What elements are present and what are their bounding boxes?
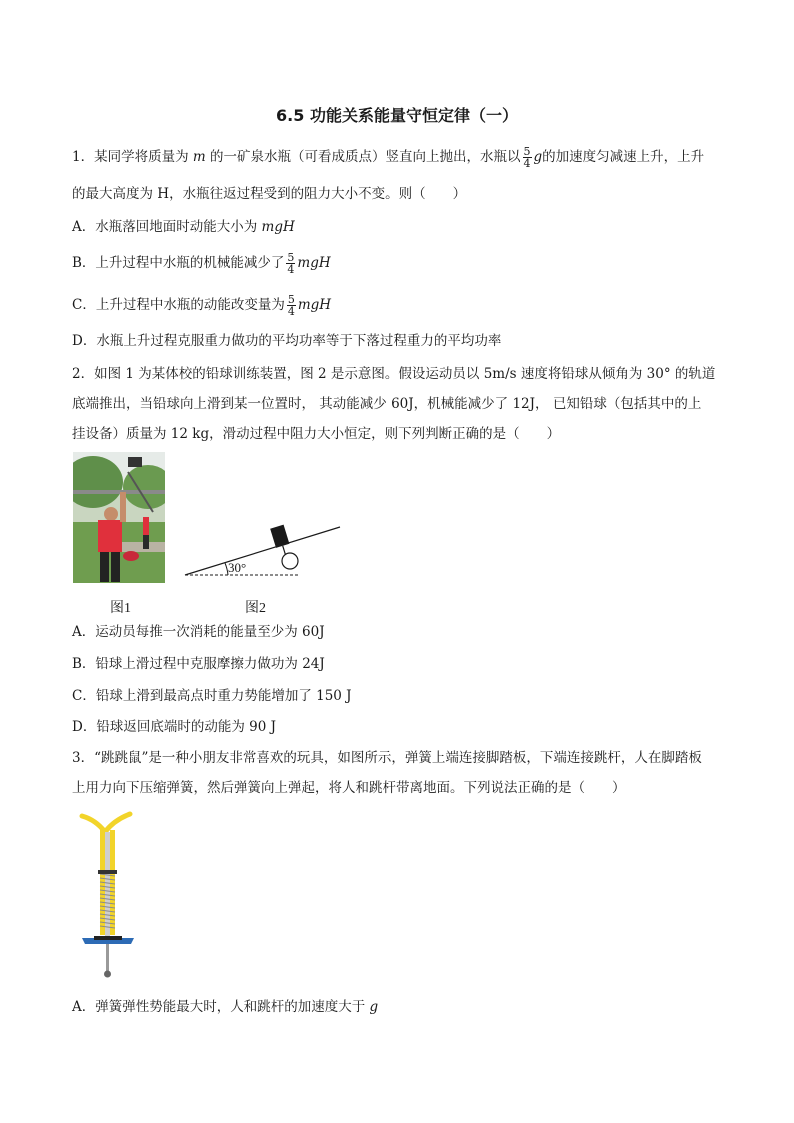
option-text: B．上升过程中水瓶的机械能减少了 <box>72 255 285 271</box>
option-text: A．水瓶落回地面时动能大小为 <box>72 219 262 235</box>
incline-svg <box>180 515 345 580</box>
q1-var-g: g <box>533 149 543 165</box>
q1-text: 的一矿泉水瓶（可看成质点）竖直向上抛出，水瓶以 <box>205 149 521 165</box>
shot-put-ball <box>282 553 298 569</box>
q2-stem-line2: 底端推出，当铅球向上滑到某一位置时， 其动能减少 60J，机械能减少了 12J， 已知铅球（包括其中的上 <box>72 396 702 412</box>
q1-stem-line2: 的最大高度为 H，水瓶往返过程受到的阻力大小不变。则（ ） <box>72 186 467 202</box>
figure1-caption: 图1 <box>110 601 131 616</box>
fraction-denominator: 4 <box>523 157 531 170</box>
q1-var-m: m <box>192 149 206 165</box>
pogo-collar <box>98 870 117 874</box>
option-formula: mgH <box>297 255 331 271</box>
q1-option-d[interactable]: D．水瓶上升过程克服重力做功的平均功率等于下落过程重力的平均功率 <box>72 333 502 349</box>
q2-stem-line3: 挂设备）质量为 12 kg，滑动过程中阻力大小恒定，则下列判断正确的是（ ） <box>72 426 561 442</box>
q3-stem-line2: 上用力向下压缩弹簧，然后弹簧向上弹起，将人和跳杆带离地面。下列说法正确的是（ ） <box>72 780 626 796</box>
fraction-five-fourths <box>287 294 296 317</box>
pogo-handlebar <box>82 814 130 832</box>
q1-option-b[interactable] <box>72 252 331 275</box>
option-formula: g <box>369 999 379 1015</box>
q1-text: 1．某同学将质量为 <box>72 149 193 165</box>
q1-option-c[interactable] <box>72 294 331 317</box>
pogo-footrest-center <box>94 936 122 940</box>
option-text: A．弹簧弹性势能最大时，人和跳杆的加速度大于 <box>72 999 370 1015</box>
q3-option-a[interactable] <box>72 997 378 1017</box>
q2-option-a[interactable]: A．运动员每推一次消耗的能量至少为 60J <box>72 624 325 640</box>
fraction-numerator: 5 <box>287 251 295 264</box>
pogo-stick-svg <box>78 810 138 982</box>
angle-label: 30° <box>228 560 247 575</box>
figure1-photo <box>73 452 165 583</box>
fraction-five-fourths <box>286 252 295 275</box>
q1-option-a[interactable] <box>72 217 295 237</box>
q2-option-c[interactable]: C．铅球上滑到最高点时重力势能增加了 150 J <box>72 688 352 704</box>
pogo-tip <box>104 971 111 978</box>
option-text: C．上升过程中水瓶的动能改变量为 <box>72 297 285 313</box>
fraction-denominator: 4 <box>287 263 295 276</box>
fraction-five-fourths <box>523 146 532 169</box>
q3-stem-line1: 3．“跳跳鼠”是一种小朋友非常喜欢的玩具，如图所示，弹簧上端连接脚踏板，下端连接跳杆，人在脚踏板 <box>72 750 702 766</box>
q1-text: 的加速度匀减速上升，上升 <box>542 149 705 165</box>
q2-stem-line1: 2．如图 1 为某体校的铅球训练装置，图 2 是示意图。假设运动员以 5m/s 速度将铅球从倾角为 30° 的轨道 <box>72 366 716 382</box>
q2-option-d[interactable]: D．铅球返回底端时的动能为 90 J <box>72 719 276 735</box>
fraction-numerator: 5 <box>287 293 295 306</box>
q1-stem-line1 <box>72 146 704 169</box>
pogo-lower-rod <box>106 944 109 972</box>
incline-surface <box>185 527 340 575</box>
q2-option-b[interactable]: B．铅球上滑过程中克服摩擦力做功为 24J <box>72 656 325 672</box>
fraction-denominator: 4 <box>287 305 295 318</box>
option-formula: mgH <box>261 219 295 235</box>
option-formula: mgH <box>297 297 332 313</box>
page-title: 6.5 功能关系能量守恒定律（一） <box>276 106 518 125</box>
figure2-caption: 图2 <box>245 601 266 616</box>
pogo-stick-figure <box>78 810 138 986</box>
figure2-incline-diagram <box>180 515 345 584</box>
fraction-numerator: 5 <box>523 145 531 158</box>
athlete-photo-illustration <box>73 452 165 583</box>
